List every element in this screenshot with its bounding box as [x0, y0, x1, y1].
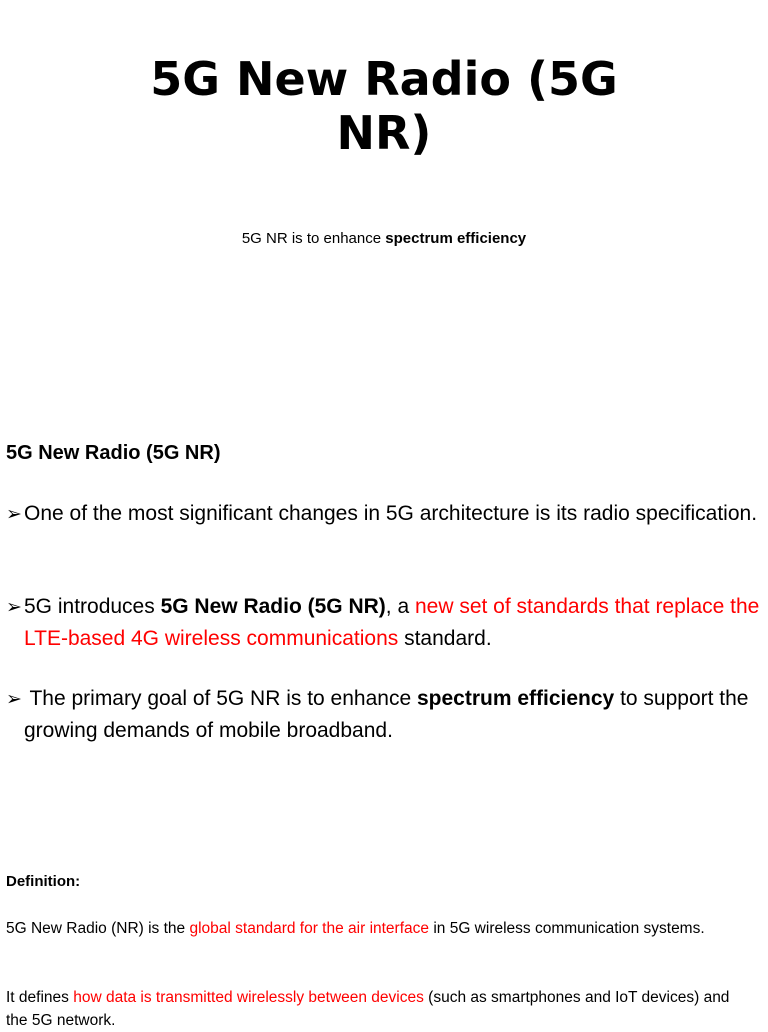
- paragraph-text: 5G New Radio (NR) is the: [6, 920, 190, 937]
- definition-paragraph: [6, 986, 746, 1032]
- section-heading: 5G New Radio (5G NR): [6, 442, 221, 464]
- bullet-item: [6, 498, 764, 530]
- bullet-text: to support the growing demands of mobile broadband.: [24, 687, 749, 742]
- bullet-text: 5G introduces: [24, 595, 161, 618]
- bullet-highlight-text: new set of standards that replace the LTE-based 4G wireless communications: [24, 595, 760, 650]
- arrow-bullet-icon: ➢: [6, 504, 22, 525]
- bullet-text: , a: [385, 595, 415, 618]
- bullet-bold-text: spectrum efficiency: [416, 687, 615, 710]
- paragraph-highlight-text: how data is transmitted wirelessly between devices: [73, 989, 424, 1006]
- subtitle: [0, 229, 768, 249]
- bullet-text: One of the most significant changes in 5G architecture is its radio specification.: [24, 502, 758, 525]
- paragraph-text: It defines: [6, 989, 74, 1006]
- definition-label: Definition:: [6, 873, 81, 890]
- subtitle-text: 5G NR is to enhance: [241, 230, 386, 247]
- paragraph-highlight-text: global standard for the air interface: [189, 920, 430, 937]
- arrow-bullet-icon: ➢: [6, 597, 22, 618]
- bullet-item: [6, 683, 764, 746]
- page-title: 5G New Radio (5G NR): [150, 52, 618, 160]
- bullet-text: standard.: [398, 627, 492, 650]
- paragraph-text: in 5G wireless communication systems.: [429, 920, 705, 937]
- bullet-bold-text: 5G New Radio (5G NR): [160, 595, 386, 618]
- definition-paragraph: [6, 917, 746, 940]
- bullet-item: [6, 591, 764, 654]
- bullet-text: The primary goal of 5G NR is to enhance: [24, 687, 417, 710]
- arrow-bullet-icon: ➢: [6, 689, 22, 710]
- paragraph-text: (such as smartphones and IoT devices) and the 5G network.: [6, 989, 730, 1029]
- subtitle-bold: spectrum efficiency: [385, 230, 527, 247]
